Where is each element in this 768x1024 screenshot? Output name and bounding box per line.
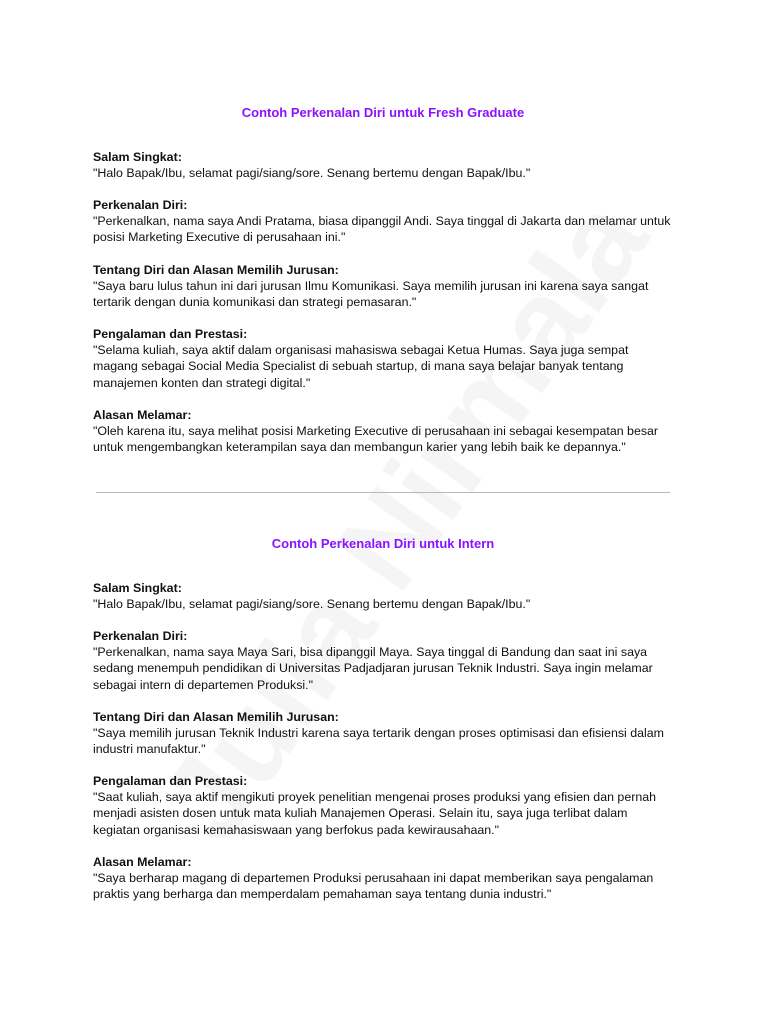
fresh-graduate-reason bbox=[93, 407, 673, 456]
item-body: "Saya berharap magang di departemen Produksi perusahaan ini dapat memberikan saya pengalaman praktis yang berharga dan memperdalam pemahaman saya tentang dunia industri." bbox=[93, 871, 654, 902]
item-heading: Salam Singkat: bbox=[93, 581, 182, 595]
item-body: "Selama kuliah, saya aktif dalam organisasi mahasiswa sebagai Ketua Humas. Saya juga sempat magang sebagai Social Media Specialist di sebuah startup, di mana saya belajar banyak tentang manajemen konten dan strategi digital." bbox=[93, 343, 629, 390]
intern-greeting bbox=[93, 580, 673, 612]
item-body: "Saya baru lulus tahun ini dari jurusan Ilmu Komunikasi. Saya memilih jurusan ini karena saya sangat tertarik dengan dunia komunikasi dan strategi pemasaran." bbox=[93, 279, 649, 310]
item-body: "Halo Bapak/Ibu, selamat pagi/siang/sore. Senang bertemu dengan Bapak/Ibu." bbox=[93, 597, 531, 612]
item-heading: Alasan Melamar: bbox=[93, 408, 192, 422]
fresh-graduate-about-major bbox=[93, 262, 673, 311]
item-heading: Perkenalan Diri: bbox=[93, 629, 188, 643]
fresh-graduate-greeting bbox=[93, 149, 673, 181]
section-title-fresh-graduate: Contoh Perkenalan Diri untuk Fresh Graduate bbox=[241, 105, 525, 120]
item-heading: Tentang Diri dan Alasan Memilih Jurusan: bbox=[93, 263, 339, 277]
fresh-graduate-introduction bbox=[93, 197, 673, 246]
intern-about-major bbox=[93, 709, 673, 758]
intern-experience bbox=[93, 773, 673, 838]
item-heading: Pengalaman dan Prestasi: bbox=[93, 327, 248, 341]
fresh-graduate-experience bbox=[93, 326, 673, 391]
item-body: "Perkenalkan, nama saya Maya Sari, bisa dipanggil Maya. Saya tinggal di Bandung dan saat ini saya sedang menempuh pendidikan di Universitas Padjadjaran jurusan Teknik Industri. Saya ingin melamar sebagai intern di departemen Produksi." bbox=[93, 645, 653, 692]
item-heading: Salam Singkat: bbox=[93, 150, 182, 164]
item-heading: Perkenalan Diri: bbox=[93, 198, 188, 212]
item-body: "Saya memilih jurusan Teknik Industri karena saya tertarik dengan proses optimisasi dan efisiensi dalam industri manufaktur." bbox=[93, 726, 664, 757]
section-divider bbox=[96, 492, 670, 493]
item-body: "Oleh karena itu, saya melihat posisi Marketing Executive di perusahaan ini sebagai kesempatan besar untuk mengembangkan keterampilan saya dan membangun karier yang lebih baik ke depannya." bbox=[93, 424, 659, 455]
section-title-intern: Contoh Perkenalan Diri untuk Intern bbox=[271, 536, 495, 551]
intern-reason bbox=[93, 854, 673, 903]
item-heading: Alasan Melamar: bbox=[93, 855, 192, 869]
item-body: "Perkenalkan, nama saya Andi Pratama, biasa dipanggil Andi. Saya tinggal di Jakarta dan melamar untuk posisi Marketing Executive di perusahaan ini." bbox=[93, 214, 671, 245]
item-body: "Saat kuliah, saya aktif mengikuti proyek penelitian mengenai proses produksi yang efisien dan pernah menjadi asisten dosen untuk mata kuliah Manajemen Operasi. Selain itu, saya juga terlibat dalam kegiatan organisasi kemahasiswaan yang berfokus pada kewirausahaan." bbox=[93, 790, 657, 837]
item-heading: Pengalaman dan Prestasi: bbox=[93, 774, 248, 788]
item-heading: Tentang Diri dan Alasan Memilih Jurusan: bbox=[93, 710, 339, 724]
item-body: "Halo Bapak/Ibu, selamat pagi/siang/sore. Senang bertemu dengan Bapak/Ibu." bbox=[93, 166, 531, 181]
intern-introduction bbox=[93, 628, 673, 693]
